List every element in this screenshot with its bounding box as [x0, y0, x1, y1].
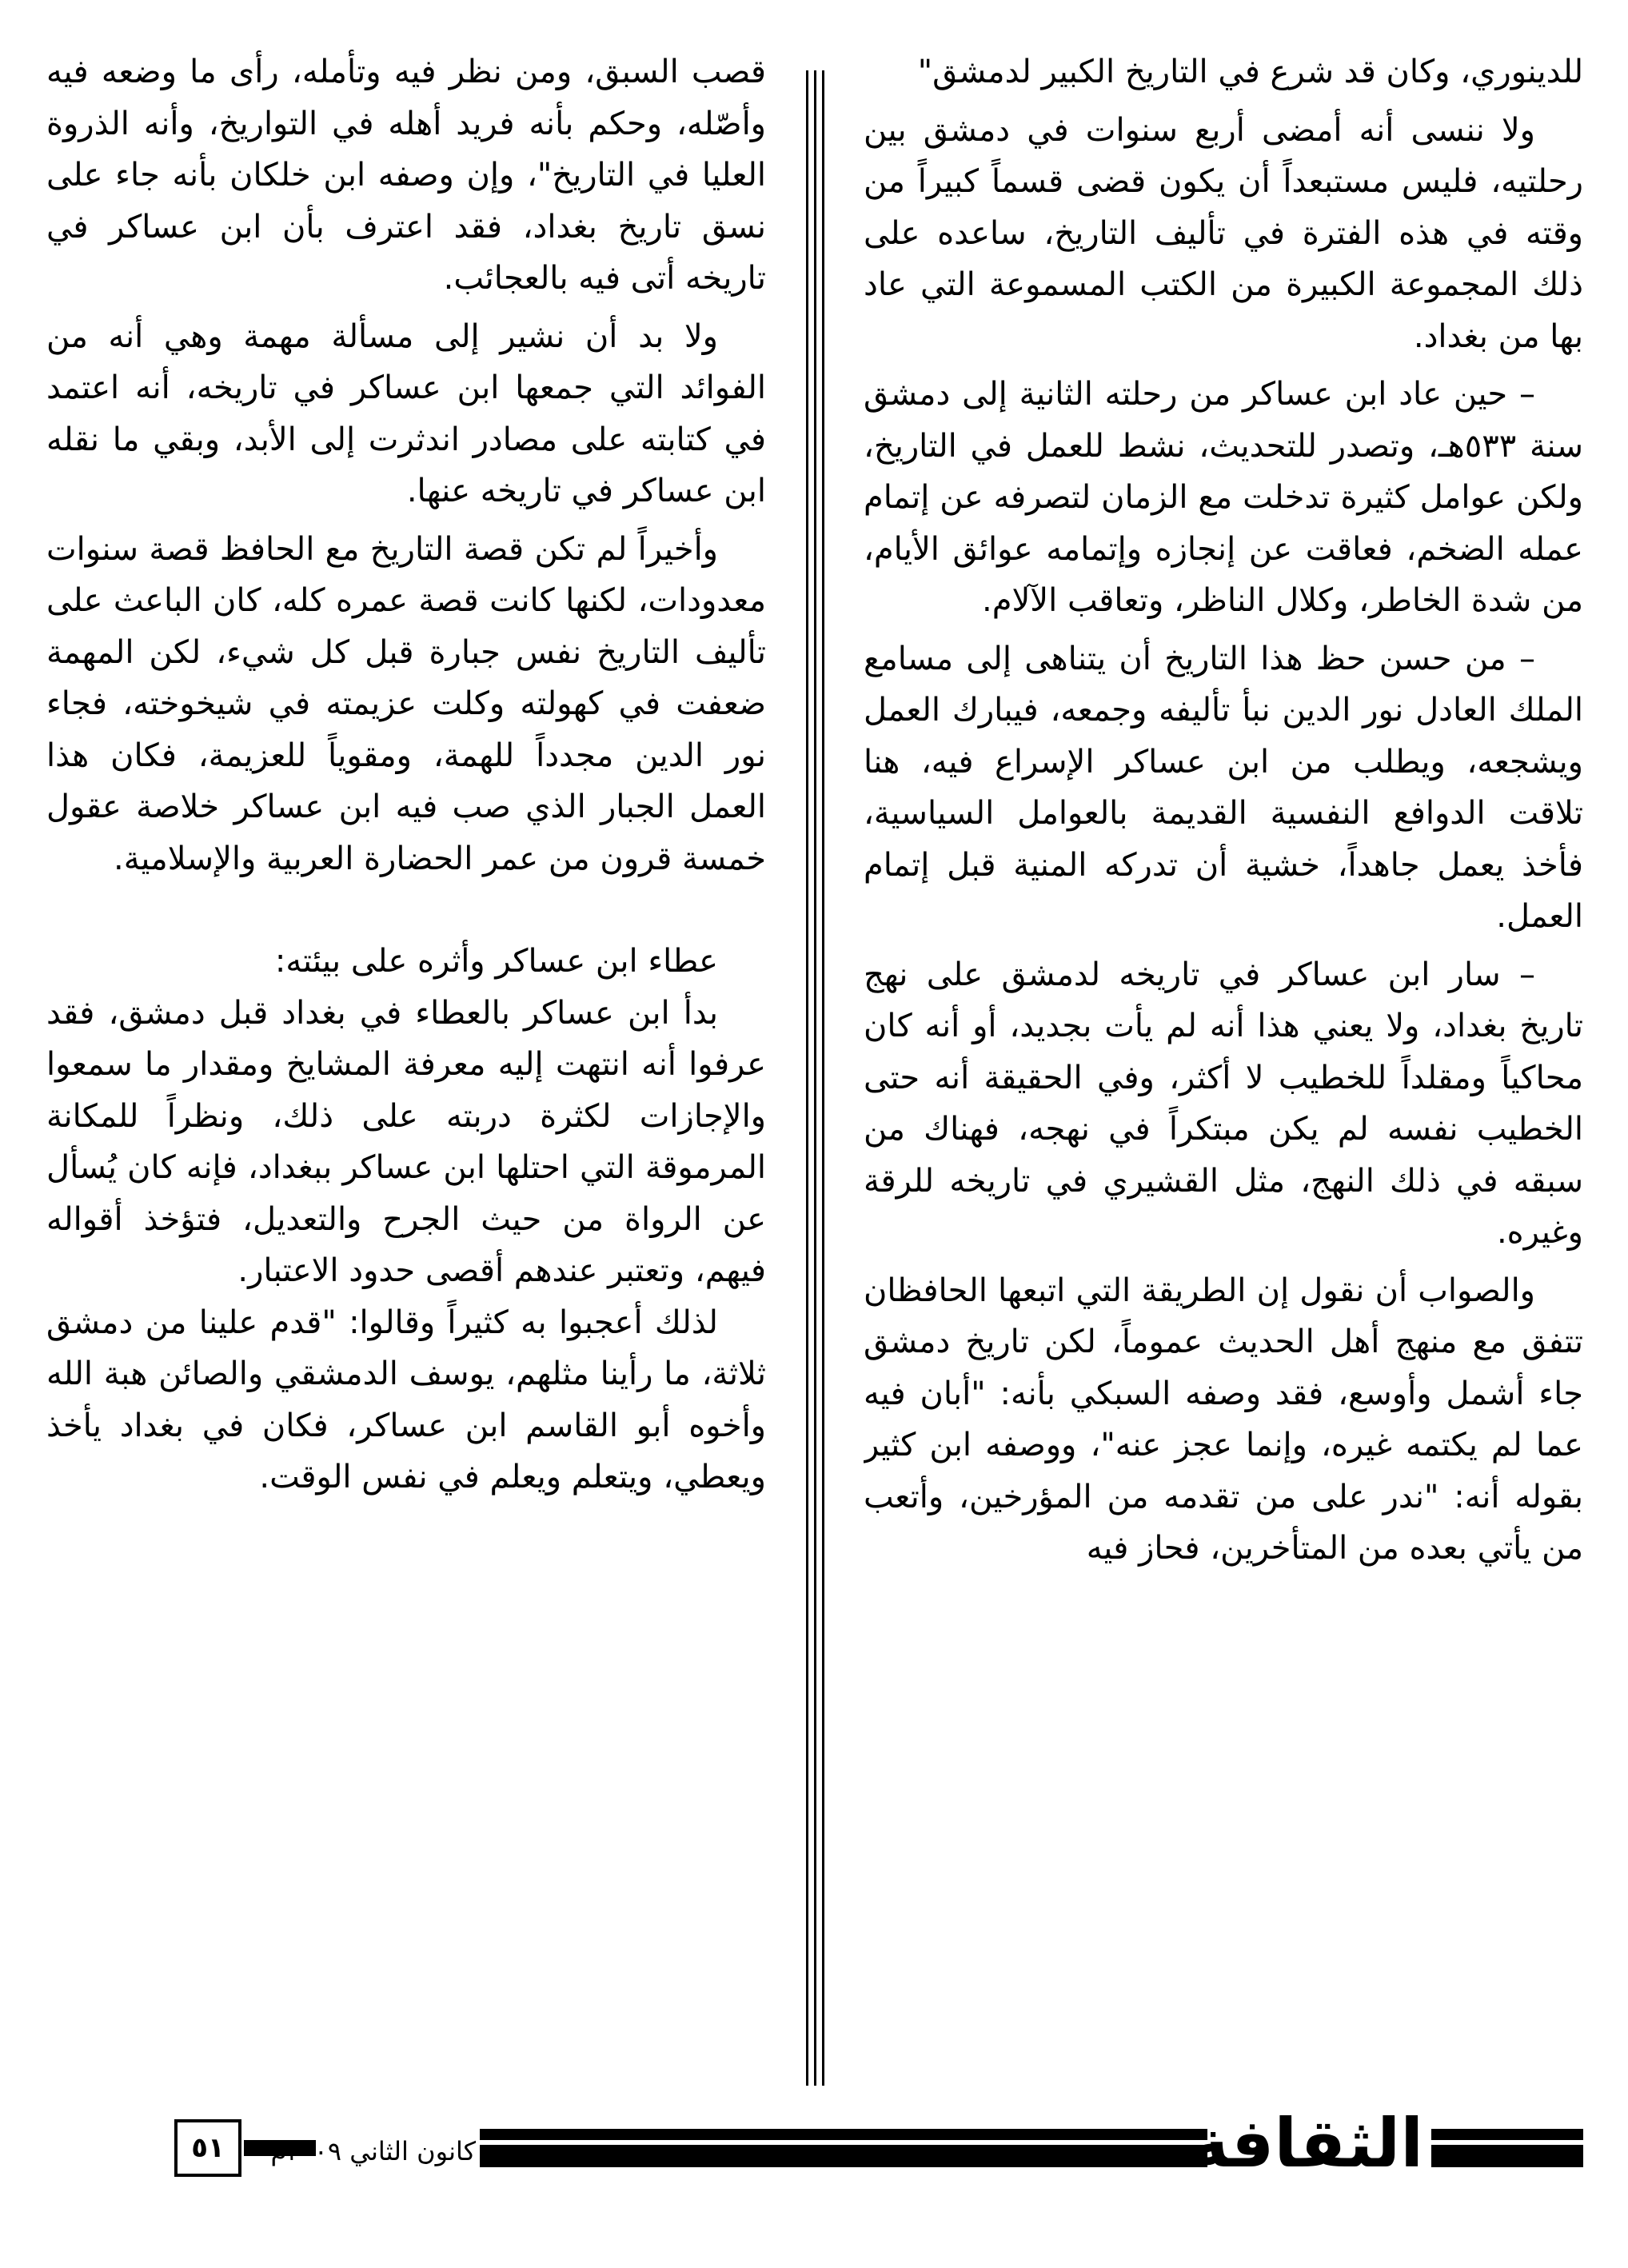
paragraph: ولا ننسى أنه أمضى أربع سنوات في دمشق بين رحلتيه، فليس مستبعداً أن يكون قضى قسماً كبيراً من وقته في هذه الفترة في تأليف التاريخ، ساعده على ذلك المجموعة الكبيرة من الكتب المسموعة التي عاد بها من بغداد. [864, 111, 1583, 355]
page-number: ٥١ [174, 2119, 241, 2177]
paragraph: – سار ابن عساكر في تاريخه لدمشق على نهج تاريخ بغداد، ولا يعني هذا أنه لم يأت بجديد، أو أنه كان محاكياً ومقلداً للخطيب لا أكثر، وفي الحقيقة أنه حتى الخطيب نفسه لم يكن مبتكراً في نهجه، فهناك من سبقه في ذلك النهج، مثل القشيري في تاريخه للرقة وغيره. [864, 956, 1583, 1251]
paragraph: بدأ ابن عساكر بالعطاء في بغداد قبل دمشق، فقد عرفوا أنه انتهت إليه معرفة المشايخ ومقدار ما سمعوا والإجازات لكثرة دربته على ذلك، ونظراً للمكانة المرموقة التي احتلها ابن عساكر ببغداد، فإنه كان يُسأل عن الرواة من حيث الجرح والتعديل، فتؤخذ أقواله فيهم، وتعتبر عندهم أقصى حدود الاعتبار. [46, 994, 766, 1289]
magazine-logo: الثقافة [1189, 2104, 1423, 2182]
paragraph: للدينوري، وكان قد شرع في التاريخ الكبير لدمشق" [917, 54, 1583, 90]
right-column [864, 46, 1583, 2030]
column-divider [822, 70, 824, 2086]
paragraph: – حين عاد ابن عساكر من رحلته الثانية إلى دمشق سنة ٥٣٣هـ، وتصدر للتحديث، نشط للعمل في التاريخ، ولكن عوامل كثيرة تدخلت مع الزمان لتصرفه عن إتمام عمله الضخم، فعاقت عن إنجازه وإتمامه عوائق الأيام، من شدة الخاطر، وكلال الناظر، وتعاقب الآلام. [864, 376, 1583, 619]
column-divider [806, 70, 808, 2086]
paragraph: – من حسن حظ هذا التاريخ أن يتناهى إلى مسامع الملك العادل نور الدين نبأ تأليفه وجمعه، فيبارك العمل ويشجعه، ويطلب من ابن عساكر الإسراع فيه، هنا تلاقت الدوافع النفسية القديمة بالعوامل السياسية، فأخذ يعمل جاهداً، خشية أن تدركه المنية قبل إتمام العمل. [864, 640, 1583, 935]
column-divider [814, 70, 816, 2086]
section-heading: عطاء ابن عساكر وأثره على بيئته: [274, 943, 718, 980]
left-column [46, 46, 766, 2030]
footer-bar [1431, 2145, 1583, 2167]
paragraph: قصب السبق، ومن نظر فيه وتأمله، رأى ما وضعه فيه وأصّله، وحكم بأنه فريد أهله في التواريخ، وأنه الذروة العليا في التاريخ"، وإن وصفه ابن خلكان بأنه جاء على نسق تاريخ بغداد، فقد اعترف بأن ابن عساكر في تاريخه أتى فيه بالعجائب. [46, 54, 766, 297]
issue-date: كانون الثاني ٢٠٠٩م [270, 2136, 476, 2166]
paragraph: لذلك أعجبوا به كثيراً وقالوا: "قدم علينا من دمشق ثلاثة، ما رأينا مثلهم، يوسف الدمشقي والصائن هبة الله وأخوه أبو القاسم ابن عساكر، فكان في بغداد يأخذ ويعطي، ويتعلم ويعلم في نفس الوقت. [46, 1304, 766, 1495]
footer-bar [480, 2145, 1207, 2167]
paragraph: وأخيراً لم تكن قصة التاريخ مع الحافظ قصة سنوات معدودات، لكنها كانت قصة عمره كله، كان الباعث على تأليف التاريخ نفس جبارة قبل كل شيء، لكن المهمة ضعفت في كهولته وكلت عزيمته في شيخوخته، فجاء نور الدين مجدداً للهمة، ومقوياً للعزيمة، فكان هذا العمل الجبار الذي صب فيه ابن عساكر خلاصة عقول خمسة قرون من عمر الحضارة العربية والإسلامية. [46, 530, 766, 877]
paragraph: والصواب أن نقول إن الطريقة التي اتبعها الحافظان تتفق مع منهج أهل الحديث عموماً، لكن تاريخ دمشق جاء أشمل وأوسع، فقد وصفه السبكي بأنه: "أبان فيه عما لم يكتمه غيره، وإنما عجز عنه"، ووصفه ابن كثير بقوله أنه: "ندر على من تقدمه من المؤرخين، وأتعب من يأتي بعده من المتأخرين، فحاز فيه [864, 1272, 1583, 1567]
footer-bar [1431, 2129, 1583, 2140]
paragraph: ولا بد أن نشير إلى مسألة مهمة وهي أنه من الفوائد التي جمعها ابن عساكر في تاريخه، أنه اعتمد في كتابته على مصادر اندثرت إلى الأبد، وبقي ما نقله ابن عساكر في تاريخه عنها. [46, 317, 766, 509]
footer-bar [480, 2129, 1207, 2140]
